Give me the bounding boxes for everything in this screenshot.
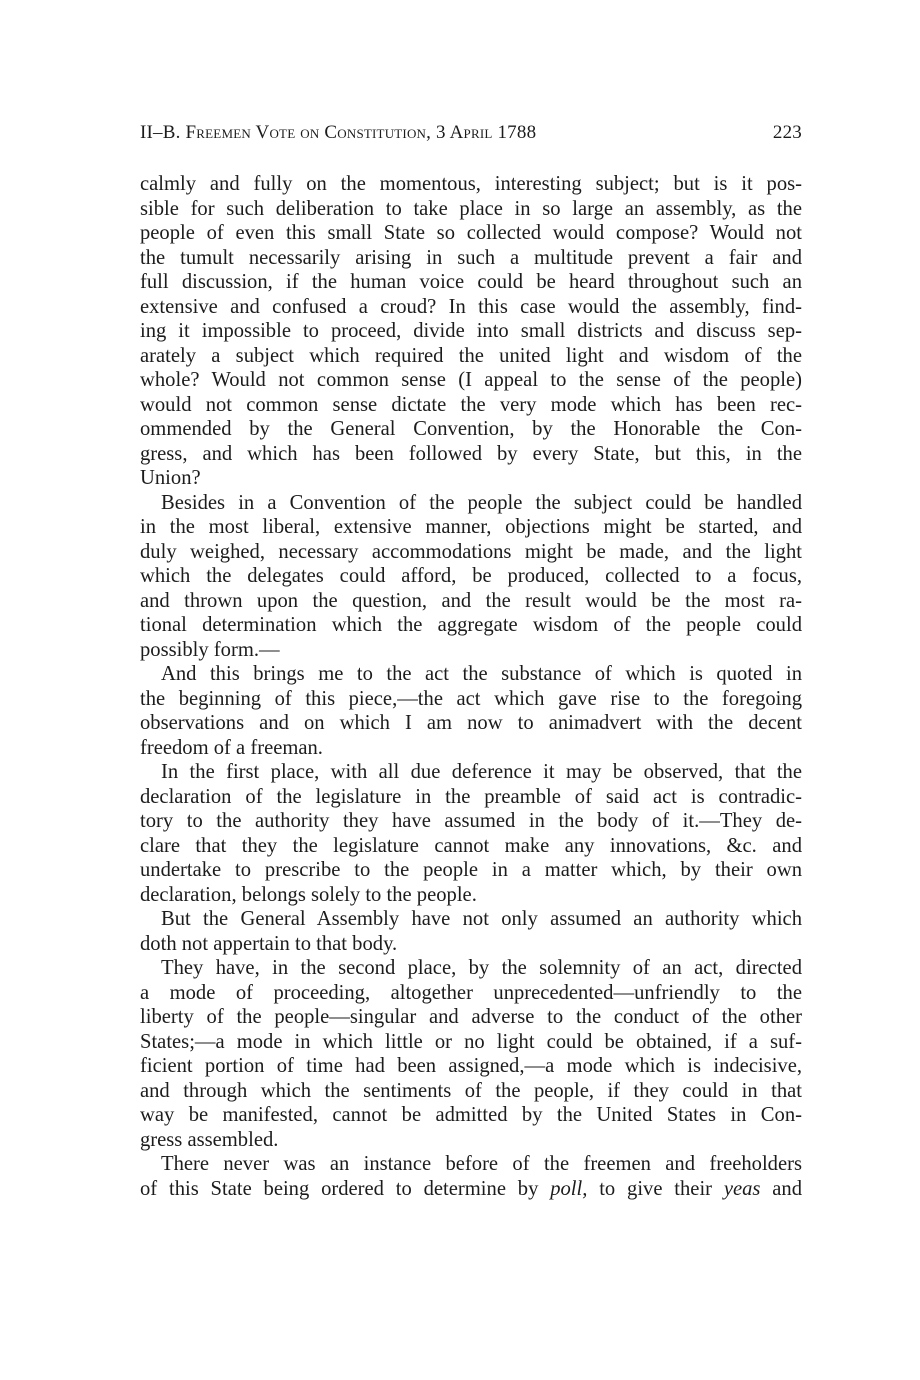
italic-word-poll: poll, <box>550 1177 588 1200</box>
text-line: in the most liberal, extensive manner, objections might be started, and <box>140 516 802 538</box>
text-line: arately a subject which required the united light and wisdom of the <box>140 344 802 367</box>
text-line: and through which the sentiments of the people, if they could in that <box>140 1079 802 1102</box>
text-line: But the General Assembly have not only assumed an authority which <box>161 908 802 930</box>
text-line: Besides in a Convention of the people the subject could be handled <box>161 491 802 514</box>
text-line: which the delegates could afford, be produced, collected to a focus, <box>140 565 802 587</box>
text-line: undertake to prescribe to the people in a matter which, by their own <box>140 859 802 881</box>
text-segment: and <box>760 1177 802 1200</box>
text-line: They have, in the second place, by the solemnity of an act, directed <box>161 957 802 979</box>
document-page <box>140 120 802 1201</box>
text-line: freedom of a freeman. <box>140 736 323 759</box>
text-line: possibly form.— <box>140 638 280 661</box>
text-line: And this brings me to the act the substance of which is quoted in <box>161 663 802 685</box>
text-line: the beginning of this piece,—the act which gave rise to the foregoing <box>140 687 802 710</box>
text-line: whole? Would not common sense (I appeal to the sense of the people) <box>140 369 802 391</box>
text-line: tory to the authority they have assumed in the body of it.—They de- <box>140 810 802 832</box>
text-segment: to give their <box>587 1177 724 1200</box>
text-line: way be manifested, cannot be admitted by the United States in Con- <box>140 1104 802 1126</box>
text-line: and thrown upon the question, and the result would be the most ra- <box>140 589 802 612</box>
text-line: the tumult necessarily arising in such a multitude prevent a fair and <box>140 246 802 269</box>
paragraph <box>140 956 802 1152</box>
text-line: would not common sense dictate the very mode which has been rec- <box>140 393 802 416</box>
paragraph <box>140 172 802 491</box>
text-line: calmly and fully on the momentous, interesting subject; but is it pos- <box>140 173 802 195</box>
paragraph <box>140 1152 802 1201</box>
text-line: observations and on which I am now to animadvert with the decent <box>140 712 802 734</box>
text-line: full discussion, if the human voice could be heard throughout such an <box>140 271 802 293</box>
text-line: ommended by the General Convention, by the Honorable the Con- <box>140 418 802 440</box>
text-line: people of even this small State so collected would compose? Would not <box>140 222 802 244</box>
paragraph <box>140 907 802 956</box>
text-line: Union? <box>140 467 201 489</box>
page-number: 223 <box>772 122 802 143</box>
paragraph <box>140 662 802 760</box>
running-head <box>140 120 802 150</box>
running-head-title: II–B. Freemen Vote on Constitution, 3 April 1788 <box>140 122 537 143</box>
body-text <box>140 172 802 1201</box>
text-line: ficient portion of time had been assigned,—a mode which is indecisive, <box>140 1055 802 1077</box>
text-line: a mode of proceeding, altogether unprecedented—unfriendly to the <box>140 981 802 1004</box>
text-line: clare that they the legislature cannot make any innovations, &c. and <box>140 834 802 857</box>
text-line: duly weighed, necessary accommodations might be made, and the light <box>140 540 802 563</box>
text-line: extensive and confused a croud? In this case would the assembly, find- <box>140 295 802 318</box>
text-line: doth not appertain to that body. <box>140 932 398 955</box>
text-line: declaration, belongs solely to the people. <box>140 883 477 906</box>
paragraph <box>140 491 802 663</box>
text-line <box>140 1177 802 1202</box>
text-line: tional determination which the aggregate wisdom of the people could <box>140 614 802 636</box>
italic-word-yeas: yeas <box>723 1177 761 1200</box>
text-line: declaration of the legislature in the preamble of said act is contradic- <box>140 785 802 808</box>
text-line: In the first place, with all due deference it may be observed, that the <box>161 761 802 783</box>
text-line: There never was an instance before of the freemen and freeholders <box>161 1153 802 1175</box>
text-line: liberty of the people—singular and adverse to the conduct of the other <box>140 1006 802 1028</box>
text-line: gress assembled. <box>140 1128 279 1151</box>
text-line: sible for such deliberation to take place in so large an assembly, as the <box>140 197 802 220</box>
text-line: ing it impossible to proceed, divide into small districts and discuss sep- <box>140 320 802 342</box>
text-segment: of this State being ordered to determine by <box>140 1177 551 1200</box>
paragraph <box>140 760 802 907</box>
text-line: gress, and which has been followed by every State, but this, in the <box>140 442 802 465</box>
text-line: States;—a mode in which little or no light could be obtained, if a suf- <box>140 1030 802 1053</box>
